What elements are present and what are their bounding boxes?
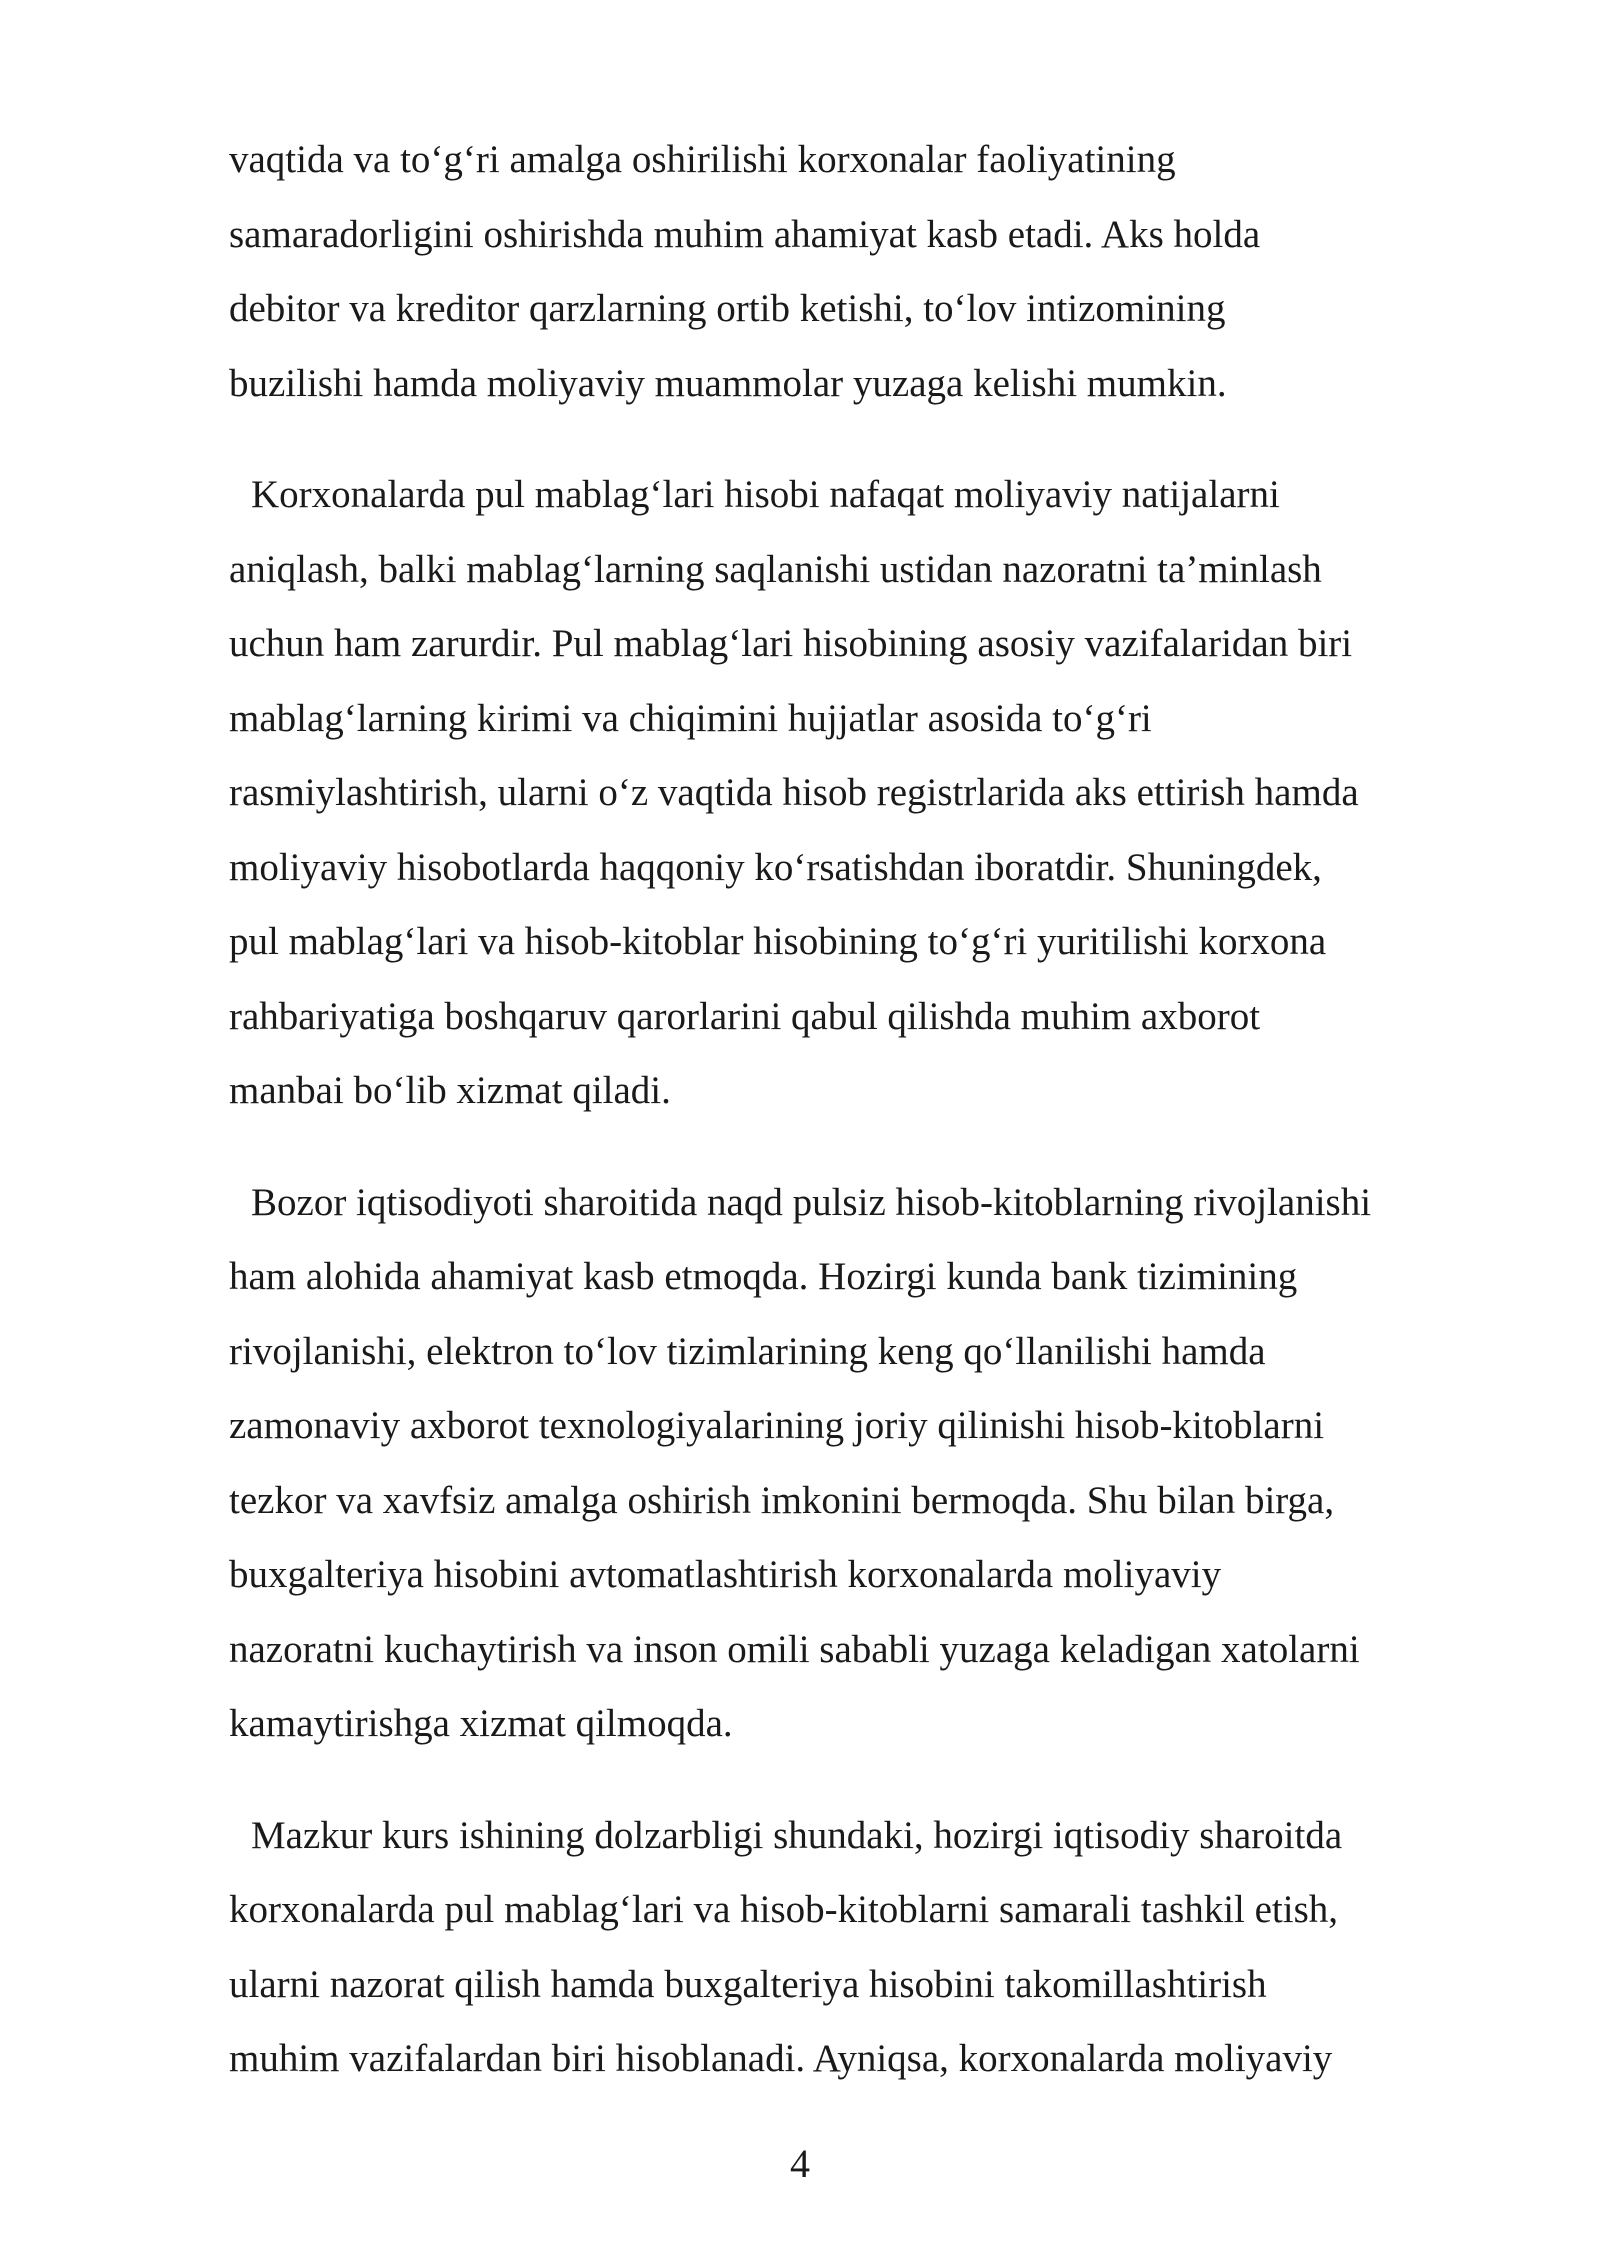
text-line: vaqtida va to‘g‘ri amalga oshirilishi korxonalar faoliyatining xyxy=(229,138,1176,181)
text-line: manbai bo‘lib xizmat qiladi. xyxy=(229,1069,671,1112)
text-line: zamonaviy axborot texnologiyalarining joriy qilinishi hisob-kitoblarni xyxy=(229,1404,1325,1447)
text-line: debitor va kreditor qarzlarning ortib ketishi, to‘lov intizomining xyxy=(229,287,1226,330)
page-number: 4 xyxy=(790,2141,810,2186)
text-line: ham alohida ahamiyat kasb etmoqda. Hozirgi kunda bank tizimining xyxy=(229,1255,1298,1298)
text-line: mablag‘larning kirimi va chiqimini hujjatlar asosida to‘g‘ri xyxy=(229,696,1152,740)
text-line: pul mablag‘lari va hisob-kitoblar hisobining to‘g‘ri yuritilishi korxona xyxy=(229,920,1327,963)
text-line: Bozor iqtisodiyoti sharoitida naqd pulsiz hisob-kitoblarning rivojlanishi xyxy=(251,1180,1372,1224)
text-line: moliyaviy hisobotlarda haqqoniy ko‘rsatishdan iboratdir. Shuningdek, xyxy=(229,845,1322,889)
paragraph-2 xyxy=(229,465,1519,1136)
text-line: uchun ham zarurdir. Pul mablag‘lari hisobining asosiy vazifalaridan biri xyxy=(229,622,1353,665)
text-line: Korxonalarda pul mablag‘lari hisobi nafaqat moliyaviy natijalarni xyxy=(251,473,1280,516)
text-line: ularni nazorat qilish hamda buxgalteriya hisobini takomillashtirish xyxy=(229,1962,1267,2006)
text-line: rahbariyatiga boshqaruv qarorlarini qabul qilishda muhim axborot xyxy=(229,994,1261,1038)
text-line: aniqlash, balki mablag‘larning saqlanishi ustidan nazoratni ta’minlash xyxy=(229,547,1322,591)
paragraph-1 xyxy=(229,130,1519,428)
paragraph-4 xyxy=(229,1806,1519,2104)
text-line: rasmiylashtirish, ularni o‘z vaqtida hisob registrlarida aks ettirish hamda xyxy=(229,771,1359,814)
text-line: Mazkur kurs ishining dolzarbligi shundaki, hozirgi iqtisodiy sharoitda xyxy=(251,1813,1343,1857)
body-text xyxy=(229,130,1519,2104)
text-line: korxonalarda pul mablag‘lari va hisob-kitoblarni samarali tashkil etish, xyxy=(229,1888,1339,1931)
paragraph-3 xyxy=(229,1173,1519,1769)
text-line: samaradorligini oshirishda muhim ahamiyat kasb etadi. Aks holda xyxy=(229,212,1261,256)
text-line: kamaytirishga xizmat qilmoqda. xyxy=(229,1702,733,1745)
text-line: muhim vazifalardan biri hisoblanadi. Ayniqsa, korxonalarda moliyaviy xyxy=(229,2037,1333,2080)
text-line: buxgalteriya hisobini avtomatlashtirish korxonalarda moliyaviy xyxy=(229,1553,1222,1596)
text-line: buzilishi hamda moliyaviy muammolar yuzaga kelishi mumkin. xyxy=(229,361,1227,405)
text-line: rivojlanishi, elektron to‘lov tizimlarining keng qo‘llanilishi hamda xyxy=(229,1329,1266,1373)
text-line: tezkor va xavfsiz amalga oshirish imkonini bermoqda. Shu bilan birga, xyxy=(229,1478,1335,1522)
text-line: nazoratni kuchaytirish va inson omili sababli yuzaga keladigan xatolarni xyxy=(229,1627,1360,1671)
